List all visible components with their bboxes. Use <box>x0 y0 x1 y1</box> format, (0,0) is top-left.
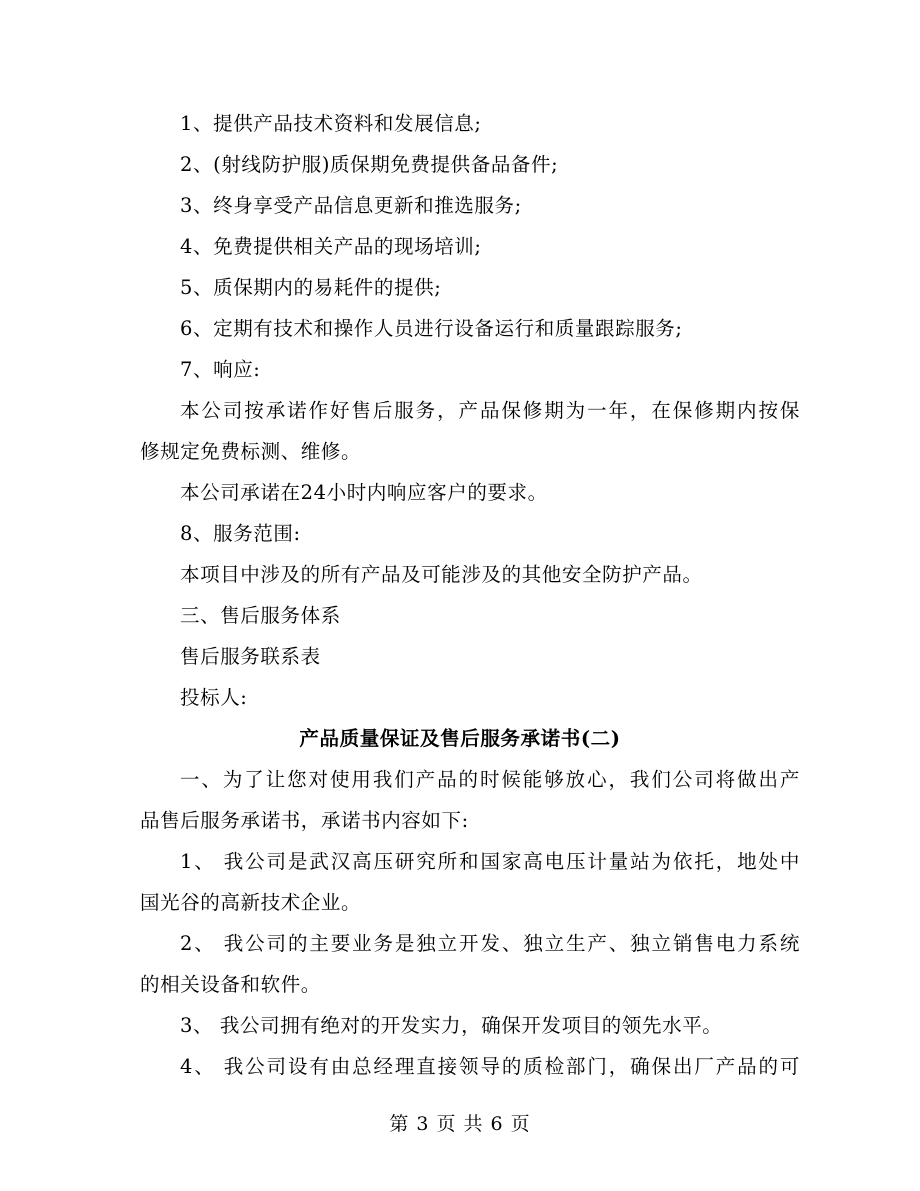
response-paragraph-line-2: 修规定免费标测、维修。 <box>140 440 362 463</box>
list-item-8: 8、服务范围: <box>180 522 301 545</box>
list-item-6: 6、定期有技术和操作人员进行设备运行和质量跟踪服务; <box>180 317 683 340</box>
list-item-3: 3、终身享受产品信息更新和推选服务; <box>180 194 522 217</box>
section-heading-3: 三、售后服务体系 <box>180 604 341 627</box>
point-3: 3、 我公司拥有绝对的开发实力，确保开发项目的领先水平。 <box>180 1014 723 1037</box>
point-4-line-1: 4、 我公司设有由总经理直接领导的质检部门，确保出厂产品的可 <box>180 1055 800 1078</box>
document-title: 产品质量保证及售后服务承诺书(二) <box>299 727 621 750</box>
list-item-5: 5、质保期内的易耗件的提供; <box>180 276 442 299</box>
intro-paragraph-line-2: 品售后服务承诺书，承诺书内容如下: <box>140 809 469 832</box>
intro-paragraph-line-1: 一、为了让您对使用我们产品的时候能够放心，我们公司将做出产 <box>180 768 800 791</box>
response-time-paragraph: 本公司承诺在24小时内响应客户的要求。 <box>180 481 548 504</box>
list-item-4: 4、免费提供相关产品的现场培训; <box>180 235 482 258</box>
point-1-line-2: 国光谷的高新技术企业。 <box>140 891 362 914</box>
list-item-2: 2、(射线防护服)质保期免费提供备品备件; <box>180 153 559 176</box>
list-item-1: 1、提供产品技术资料和发展信息; <box>180 112 482 135</box>
point-2-line-2: 的相关设备和软件。 <box>140 973 321 996</box>
response-paragraph-line-1: 本公司按承诺作好售后服务，产品保修期为一年，在保修期内按保 <box>180 399 800 422</box>
scope-paragraph: 本项目中涉及的所有产品及可能涉及的其他安全防护产品。 <box>180 563 703 586</box>
point-2-line-1: 2、 我公司的主要业务是独立开发、独立生产、独立销售电力系统 <box>180 932 800 955</box>
contact-table-label: 售后服务联系表 <box>180 645 321 668</box>
point-1-line-1: 1、 我公司是武汉高压研究所和国家高电压计量站为依托，地处中 <box>180 850 800 873</box>
list-item-7: 7、响应: <box>180 358 261 381</box>
page-number-footer: 第 3 页 共 6 页 <box>389 1113 531 1135</box>
bidder-label: 投标人: <box>180 686 248 709</box>
